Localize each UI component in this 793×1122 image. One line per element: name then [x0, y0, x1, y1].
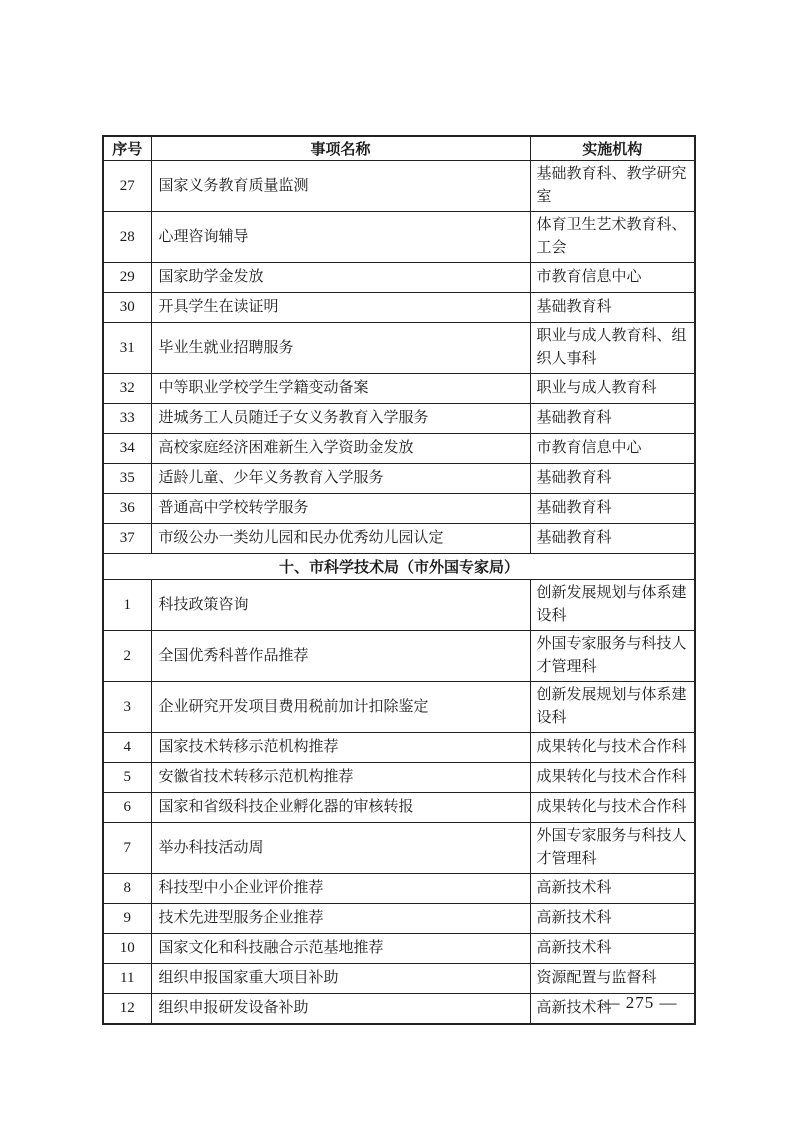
row-number-cell: 12 [103, 994, 151, 1025]
table-row [103, 682, 695, 733]
agency-cell: 市教育信息中心 [530, 263, 695, 293]
row-number-cell: 35 [103, 464, 151, 494]
item-name-cell: 市级公办一类幼儿园和民办优秀幼儿园认定 [151, 524, 530, 554]
item-name-cell: 技术先进型服务企业推荐 [151, 904, 530, 934]
table-row [103, 763, 695, 793]
table-row [103, 733, 695, 763]
item-name-cell: 国家和省级科技企业孵化器的审核转报 [151, 793, 530, 823]
item-name-cell: 国家助学金发放 [151, 263, 530, 293]
item-name-cell: 科技政策咨询 [151, 580, 530, 631]
agency-cell: 基础教育科 [530, 293, 695, 323]
row-number-cell: 9 [103, 904, 151, 934]
agency-cell: 体育卫生艺术教育科、工会 [530, 212, 695, 263]
row-number-cell: 28 [103, 212, 151, 263]
item-name-cell: 中等职业学校学生学籍变动备案 [151, 374, 530, 404]
row-number-cell: 6 [103, 793, 151, 823]
column-header-item-name: 事项名称 [151, 136, 530, 161]
row-number-cell: 32 [103, 374, 151, 404]
table-row [103, 524, 695, 554]
row-number-cell: 29 [103, 263, 151, 293]
agency-cell: 职业与成人教育科、组织人事科 [530, 323, 695, 374]
item-name-cell: 组织申报国家重大项目补助 [151, 964, 530, 994]
table-row [103, 323, 695, 374]
table-body [103, 161, 695, 1025]
table-row [103, 404, 695, 434]
table-row [103, 293, 695, 323]
agency-cell: 资源配置与监督科 [530, 964, 695, 994]
row-number-cell: 37 [103, 524, 151, 554]
agency-cell: 外国专家服务与科技人才管理科 [530, 631, 695, 682]
agency-cell: 高新技术科 [530, 874, 695, 904]
item-name-cell: 安徽省技术转移示范机构推荐 [151, 763, 530, 793]
item-name-cell: 毕业生就业招聘服务 [151, 323, 530, 374]
item-name-cell: 普通高中学校转学服务 [151, 494, 530, 524]
row-number-cell: 11 [103, 964, 151, 994]
row-number-cell: 7 [103, 823, 151, 874]
row-number-cell: 27 [103, 161, 151, 212]
row-number-cell: 3 [103, 682, 151, 733]
agency-cell: 基础教育科、教学研究室 [530, 161, 695, 212]
agency-cell: 外国专家服务与科技人才管理科 [530, 823, 695, 874]
agency-cell: 成果转化与技术合作科 [530, 763, 695, 793]
agency-cell: 高新技术科 [530, 904, 695, 934]
table-row [103, 631, 695, 682]
section-header-row [103, 554, 695, 580]
table-row [103, 464, 695, 494]
row-number-cell: 4 [103, 733, 151, 763]
item-name-cell: 企业研究开发项目费用税前加计扣除鉴定 [151, 682, 530, 733]
item-name-cell: 国家文化和科技融合示范基地推荐 [151, 934, 530, 964]
row-number-cell: 36 [103, 494, 151, 524]
row-number-cell: 1 [103, 580, 151, 631]
table-row [103, 823, 695, 874]
table-header-row [103, 136, 695, 161]
column-header-agency: 实施机构 [530, 136, 695, 161]
row-number-cell: 10 [103, 934, 151, 964]
agency-cell: 创新发展规划与体系建设科 [530, 682, 695, 733]
row-number-cell: 2 [103, 631, 151, 682]
table-row [103, 434, 695, 464]
row-number-cell: 5 [103, 763, 151, 793]
item-name-cell: 全国优秀科普作品推荐 [151, 631, 530, 682]
row-number-cell: 34 [103, 434, 151, 464]
row-number-cell: 8 [103, 874, 151, 904]
item-name-cell: 国家技术转移示范机构推荐 [151, 733, 530, 763]
agency-cell: 基础教育科 [530, 494, 695, 524]
table-row [103, 374, 695, 404]
section-header-cell: 十、市科学技术局（市外国专家局） [103, 554, 695, 580]
item-name-cell: 开具学生在读证明 [151, 293, 530, 323]
table-row [103, 793, 695, 823]
item-name-cell: 国家义务教育质量监测 [151, 161, 530, 212]
row-number-cell: 30 [103, 293, 151, 323]
row-number-cell: 31 [103, 323, 151, 374]
table-row [103, 904, 695, 934]
item-name-cell: 心理咨询辅导 [151, 212, 530, 263]
table-row [103, 161, 695, 212]
agency-cell: 创新发展规划与体系建设科 [530, 580, 695, 631]
agency-cell: 基础教育科 [530, 464, 695, 494]
row-number-cell: 33 [103, 404, 151, 434]
agency-cell: 职业与成人教育科 [530, 374, 695, 404]
agency-cell: 基础教育科 [530, 524, 695, 554]
agency-cell: 高新技术科 [530, 934, 695, 964]
item-name-cell: 举办科技活动周 [151, 823, 530, 874]
table-row [103, 934, 695, 964]
agency-cell: 基础教育科 [530, 404, 695, 434]
table-row [103, 964, 695, 994]
agency-cell: 市教育信息中心 [530, 434, 695, 464]
item-name-cell: 科技型中小企业评价推荐 [151, 874, 530, 904]
service-items-table [102, 135, 696, 1025]
item-name-cell: 高校家庭经济困难新生入学资助金发放 [151, 434, 530, 464]
agency-cell: 成果转化与技术合作科 [530, 733, 695, 763]
table-row [103, 494, 695, 524]
item-name-cell: 适龄儿童、少年义务教育入学服务 [151, 464, 530, 494]
agency-cell: 高新技术科 [530, 994, 695, 1025]
item-name-cell: 组织申报研发设备补助 [151, 994, 530, 1025]
table-row [103, 580, 695, 631]
table-row [103, 874, 695, 904]
item-name-cell: 进城务工人员随迁子女义务教育入学服务 [151, 404, 530, 434]
agency-cell: 成果转化与技术合作科 [530, 793, 695, 823]
column-header-serial-no: 序号 [103, 136, 151, 161]
table-row [103, 212, 695, 263]
page-number: — 275 — [602, 993, 678, 1012]
table-row [103, 263, 695, 293]
